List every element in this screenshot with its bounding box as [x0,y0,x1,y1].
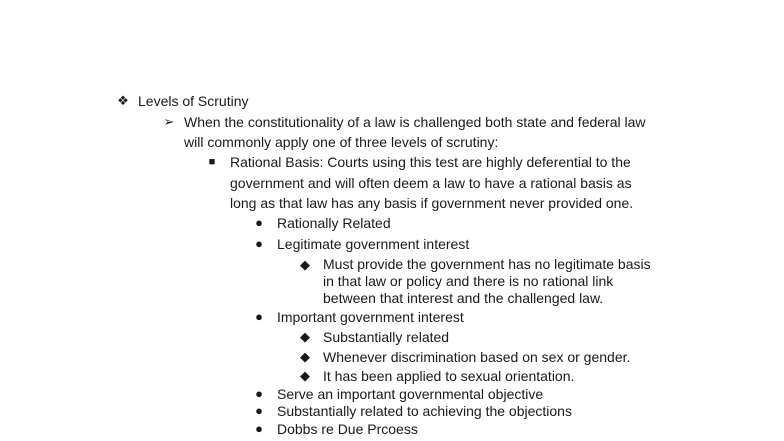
item-dobbs-due-process: Dobbs re Due Prcoess [277,421,418,437]
round-bullet-icon: ● [255,403,263,418]
item-substantially-related: Substantially related [323,329,450,345]
rational-basis-line-1: Rational Basis: Courts using this test are highly deferential to the [230,154,631,170]
item-substantially-related-objections: Substantially related to achieving the objections [277,403,572,419]
scrutiny-intro-line-2: will commonly apply one of three levels of scrutiny: [184,134,499,150]
item-rationally-related: Rationally Related [277,215,391,231]
rational-basis-line-2: government and will often deem a law to have a rational basis as [230,175,632,191]
item-legitimate-interest: Legitimate government interest [277,236,470,252]
arrow-bullet-icon: ➢ [163,114,175,129]
round-bullet-icon: ● [255,215,263,230]
diamond-bullet-icon: ◆ [300,257,310,272]
must-provide-line-1: Must provide the government has no legitimate basis [323,256,651,272]
diamond-bullet-icon: ◆ [300,329,310,344]
item-sexual-orientation: It has been applied to sexual orientation. [323,368,575,384]
diamond-bullet-icon: ◆ [300,349,310,364]
diamond-bullet-icon: ◆ [300,368,310,383]
must-provide-line-3: between that interest and the challenged law. [323,290,604,306]
four-diamond-bullet-icon: ❖ [117,93,129,108]
scrutiny-intro-line-1: When the constitutionality of a law is challenged both state and federal law [184,114,646,130]
round-bullet-icon: ● [255,236,263,251]
heading-levels-of-scrutiny: Levels of Scrutiny [138,93,249,109]
item-sex-gender-discrimination: Whenever discrimination based on sex or gender. [323,349,631,365]
round-bullet-icon: ● [255,421,263,436]
round-bullet-icon: ● [255,386,263,401]
item-important-interest: Important government interest [277,309,464,325]
item-serve-objective: Serve an important governmental objective [277,386,544,402]
square-bullet-icon: ■ [208,156,216,168]
rational-basis-line-3: long as that law has any basis if government never provided one. [230,195,634,211]
round-bullet-icon: ● [255,309,263,324]
must-provide-line-2: in that law or policy and there is no rational link [323,273,614,289]
